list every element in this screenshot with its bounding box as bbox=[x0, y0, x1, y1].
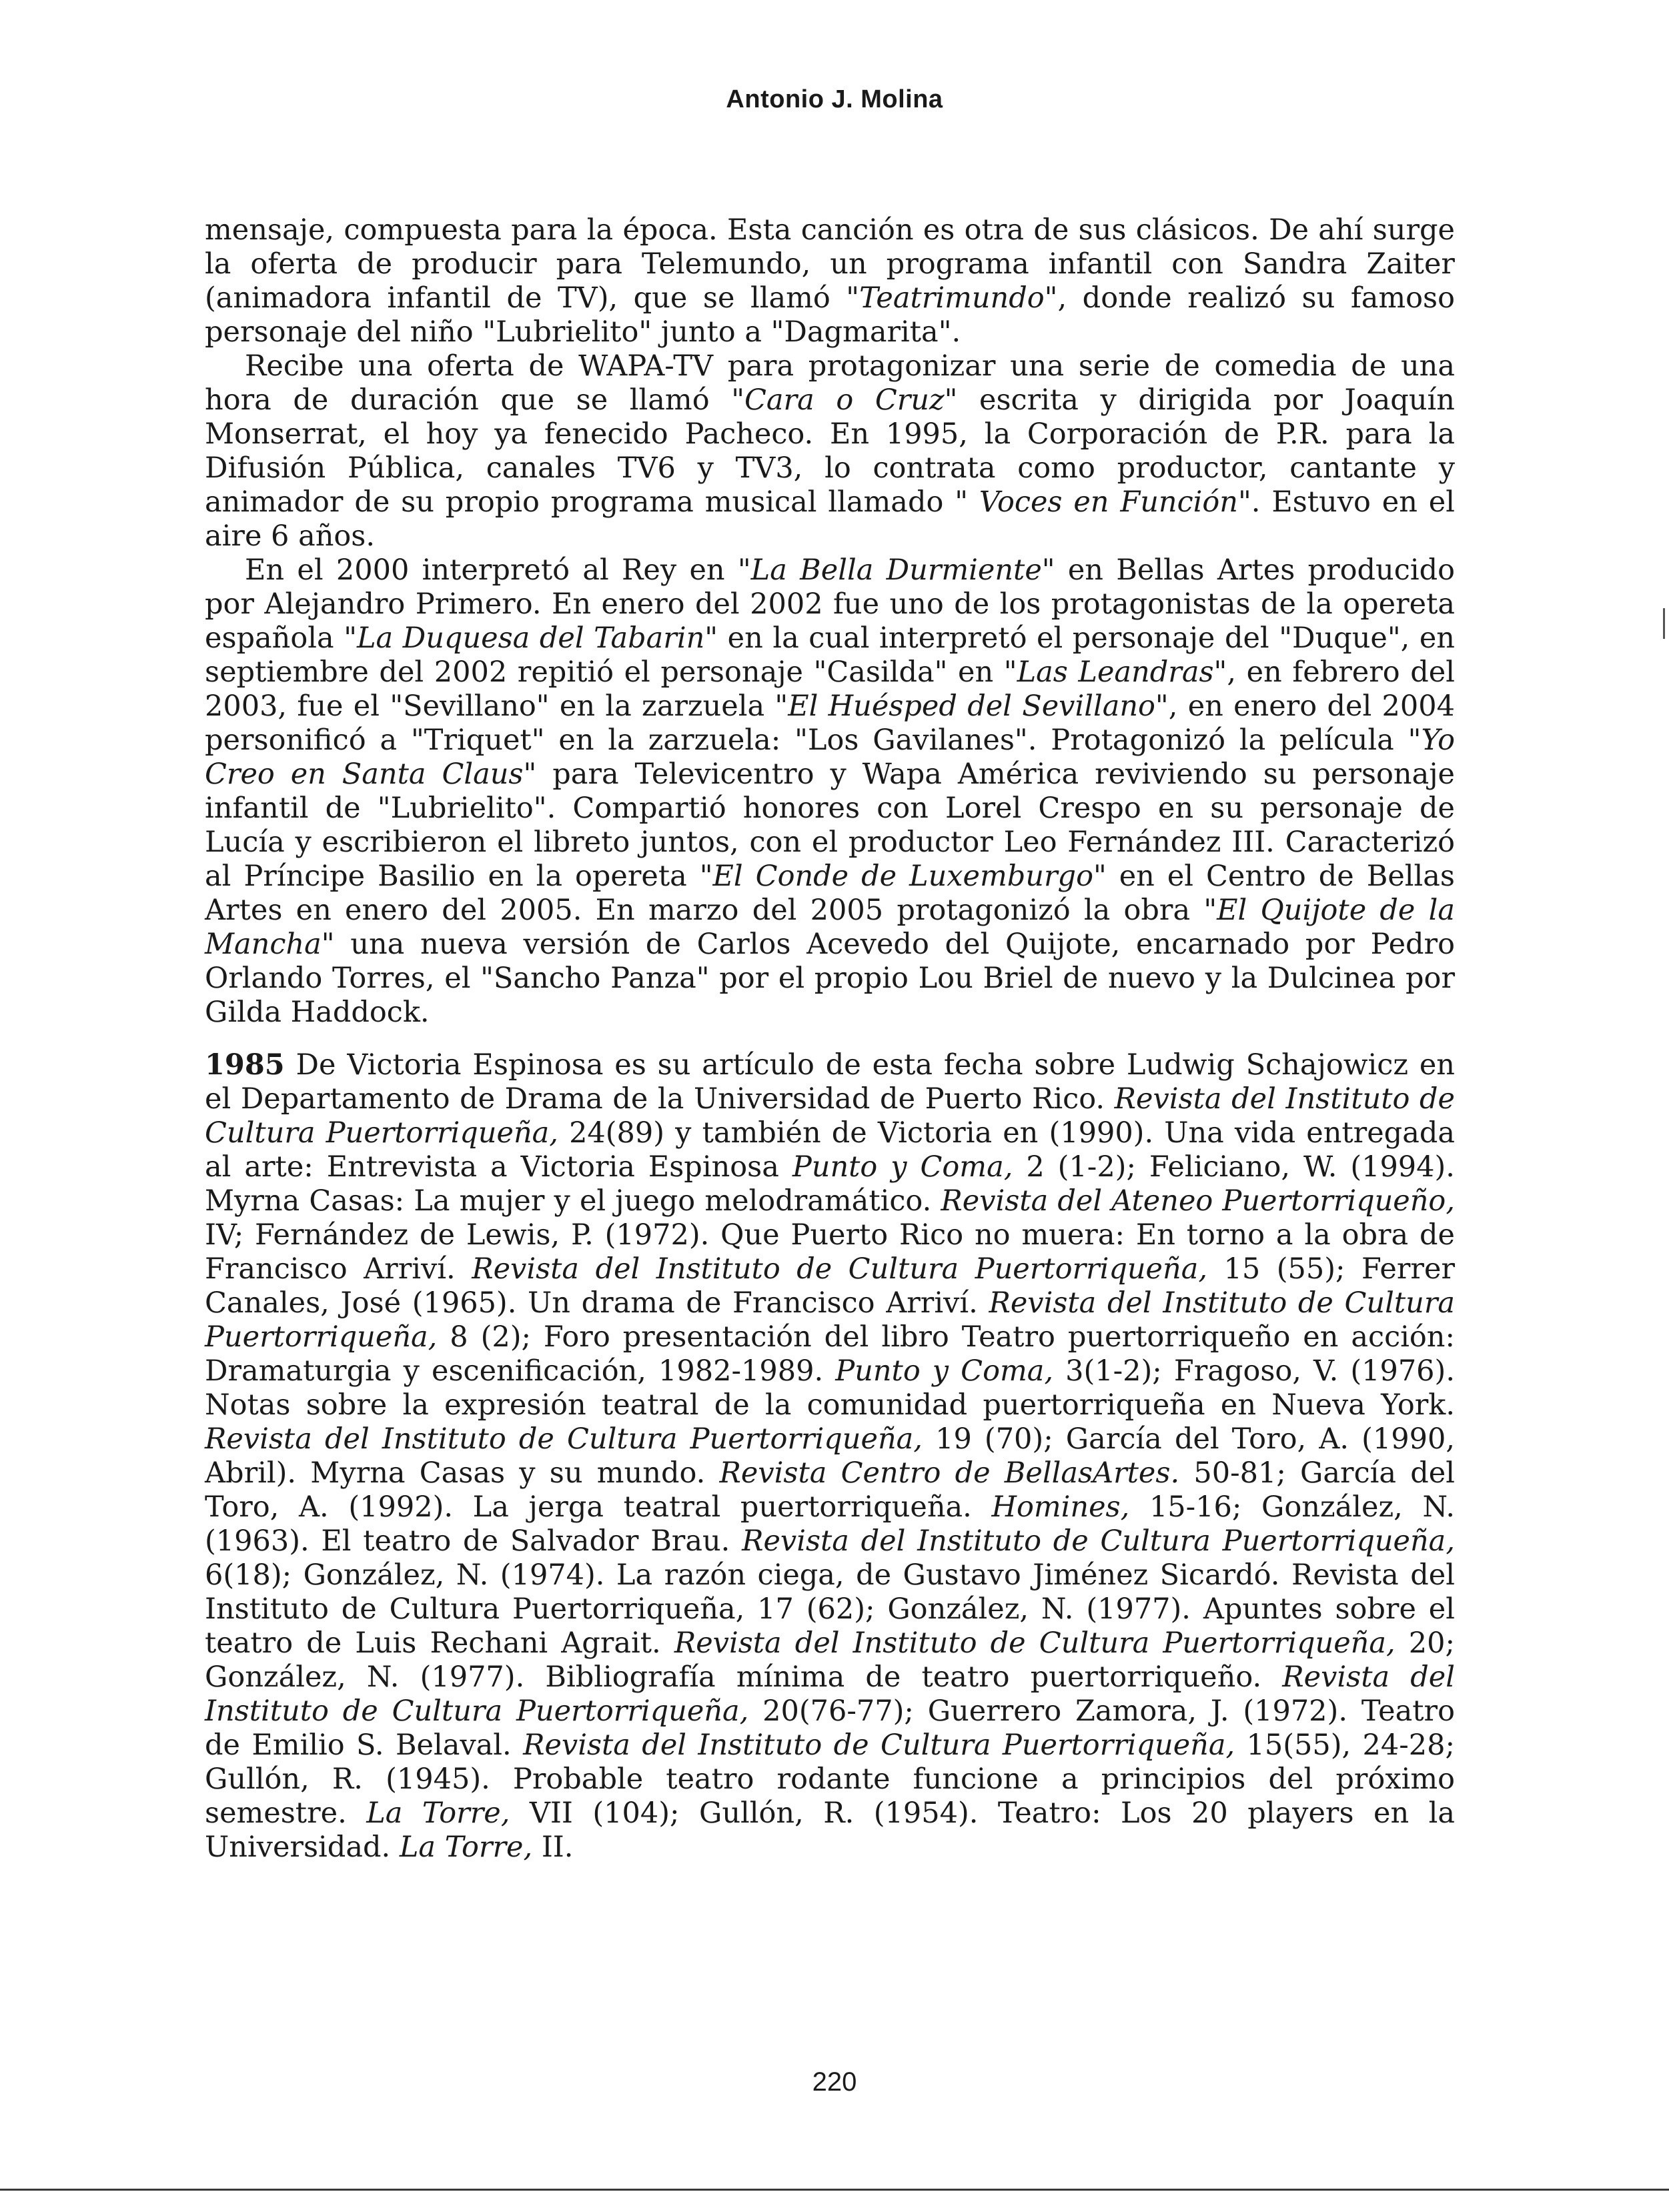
text-run: De Victoria Espinosa es su artículo de esta fecha sobre Ludwig Schajowicz en el Departamento de Drama de la Universidad de Puerto Rico. bbox=[205, 1048, 1455, 1116]
text-run: 19 (70); García del Toro, A. (1990, Abril). Myrna Casas y su mundo. bbox=[205, 1422, 1455, 1490]
text-run: Recibe una oferta de WAPA-TV para protagonizar una serie de comedia de una hora de duración que se llamó " bbox=[205, 349, 1455, 417]
page-number: 220 bbox=[812, 2067, 857, 2097]
text-run: 50-81; García del Toro, A. (1992). La jerga teatral puertorriqueña. bbox=[205, 1456, 1455, 1524]
text-run: " escrita y dirigida por Joaquín Monserrat, el hoy ya fenecido Pacheco. En 1995, la Corporación de P.R. para la Difusión Pública, canales TV6 y TV3, lo contrata como productor, cantante y animador de su propio programa musical llamado " bbox=[205, 383, 1455, 519]
italic-title: Las Leandras bbox=[1017, 656, 1214, 689]
italic-title: Revista del Instituto de Cultura Puertorriqueña, bbox=[674, 1626, 1396, 1660]
italic-title: Revista del Instituto de Cultura Puertorriqueña, bbox=[205, 1286, 1456, 1354]
text-run: " en Bellas Artes producido por Alejandro Primero. En enero del 2002 fue uno de los protagonistas de la opereta española " bbox=[205, 554, 1455, 655]
text-run: ", donde realizó su famoso personaje del niño "Lubrielito" junto a "Dagmarita". bbox=[205, 281, 1455, 349]
italic-title: La Torre, bbox=[399, 1831, 533, 1864]
italic-title: Cara o Cruz bbox=[744, 383, 945, 417]
italic-title: Punto y Coma, bbox=[792, 1150, 1013, 1184]
italic-title: Yo Creo en Santa Claus bbox=[205, 724, 1455, 791]
italic-title: Voces en Función bbox=[979, 485, 1238, 519]
text-run: ". Estuvo en el aire 6 años. bbox=[205, 485, 1456, 553]
text-run: ", en febrero del 2003, fue el "Sevillano" en la zarzuela " bbox=[205, 656, 1456, 723]
italic-title: Revista del Ateneo Puertorriqueño, bbox=[941, 1184, 1455, 1218]
text-run: 15-16; González, N. (1963). El teatro de Salvador Brau. bbox=[205, 1490, 1455, 1558]
text-run: VII (104); Gullón, R. (1954). Teatro: Los 20 players en la Universidad. bbox=[205, 1797, 1456, 1864]
italic-title: Punto y Coma, bbox=[835, 1354, 1054, 1388]
bottom-rule-divider bbox=[0, 2189, 1669, 2191]
italic-title: La Duquesa del Tabarin bbox=[357, 622, 705, 655]
paragraph-1 bbox=[205, 213, 1455, 349]
text-run: 20(76-77); Guerrero Zamora, J. (1972). Teatro de Emilio S. Belaval. bbox=[205, 1695, 1455, 1762]
text-run: 15 (55); Ferrer Canales, José (1965). Un drama de Francisco Arriví. bbox=[205, 1252, 1455, 1320]
italic-title: Revista del Instituto de Cultura Puertorriqueña, bbox=[205, 1661, 1456, 1728]
text-run: ", en enero del 2004 personificó a "Triquet" en la zarzuela: "Los Gavilanes". Protagonizó la película " bbox=[205, 690, 1455, 757]
italic-title: El Huésped del Sevillano bbox=[788, 690, 1155, 723]
italic-title: Revista del Instituto de Cultura Puertorriqueña, bbox=[742, 1524, 1455, 1558]
paragraph-3 bbox=[205, 554, 1455, 1030]
italic-title: La Torre, bbox=[366, 1797, 510, 1830]
italic-title: Revista del Instituto de Cultura Puertorriqueña, bbox=[205, 1082, 1455, 1150]
text-run: 24(89) y también de Victoria en (1990). Una vida entregada al arte: Entrevista a Victoria Espinosa bbox=[205, 1116, 1455, 1184]
italic-title: Revista del Instituto de Cultura Puertorriqueña, bbox=[205, 1422, 923, 1456]
text-run: " en la cual interpretó el personaje del "Duque", en septiembre del 2002 repitió el personaje "Casilda" en " bbox=[205, 622, 1456, 689]
italic-title: El Conde de Luxemburgo bbox=[712, 860, 1093, 893]
margin-scan-mark bbox=[1663, 608, 1665, 639]
text-run: " para Televicentro y Wapa América reviviendo su personaje infantil de "Lubrielito". Compartió honores con Lorel Crespo en su personaje de Lucía y escribieron el libreto juntos, con el productor Leo Fernández III. Caracterizó al Príncipe Basilio en la opereta " bbox=[205, 758, 1455, 893]
text-run: 3(1-2); Fragoso, V. (1976). Notas sobre la expresión teatral de la comunidad puertorriqueña en Nueva York. bbox=[205, 1354, 1455, 1422]
italic-title: Revista Centro de BellasArtes. bbox=[719, 1456, 1180, 1490]
italic-title: Homines, bbox=[991, 1490, 1130, 1524]
italic-title: Teatrimundo bbox=[859, 281, 1045, 315]
body-text bbox=[205, 213, 1455, 1865]
italic-title: Revista del Instituto de Cultura Puertorriqueña, bbox=[523, 1729, 1235, 1762]
text-run: 20; González, N. (1977). Bibliografía mínima de teatro puertorriqueño. bbox=[205, 1626, 1455, 1694]
paragraph-4-entry-1985 bbox=[205, 1048, 1455, 1865]
text-run: II. bbox=[532, 1831, 574, 1864]
text-run: En el 2000 interpretó al Rey en " bbox=[245, 554, 751, 587]
text-run: 8 (2); Foro presentación del libro Teatro puertorriqueño en acción: Dramaturgia y escenificación, 1982-1989. bbox=[205, 1320, 1455, 1388]
text-run: 6(18); González, N. (1974). La razón ciega, de Gustavo Jiménez Sicardó. Revista del Instituto de Cultura Puertorriqueña, 17 (62); González, N. (1977). Apuntes sobre el teatro de Luis Rechani Agrait. bbox=[205, 1558, 1455, 1660]
italic-title: Revista del Instituto de Cultura Puertorriqueña, bbox=[472, 1252, 1207, 1286]
italic-title: El Quijote de la Mancha bbox=[205, 894, 1456, 961]
running-head-author: Antonio J. Molina bbox=[726, 85, 943, 113]
paragraph-2 bbox=[205, 349, 1455, 554]
italic-title: La Bella Durmiente bbox=[750, 554, 1042, 587]
text-run: 2 (1-2); Feliciano, W. (1994). Myrna Casas: La mujer y el juego melodramático. bbox=[205, 1150, 1455, 1218]
text-run: " en el Centro de Bellas Artes en enero del 2005. En marzo del 2005 protagonizó la obra " bbox=[205, 860, 1455, 927]
text-run: 15(55), 24-28; Gullón, R. (1945). Probable teatro rodante funcione a principios del próximo semestre. bbox=[205, 1729, 1455, 1830]
text-run: mensaje, compuesta para la época. Esta canción es otra de sus clásicos. De ahí surge la oferta de producir para Telemundo, un programa infantil con Sandra Zaiter (animadora infantil de TV), que se llamó " bbox=[205, 213, 1455, 315]
entry-year: 1985 bbox=[205, 1048, 285, 1082]
text-run: " una nueva versión de Carlos Acevedo del Quijote, encarnado por Pedro Orlando Torres, el "Sancho Panza" por el propio Lou Briel de nuevo y la Dulcinea por Gilda Haddock. bbox=[205, 928, 1455, 1029]
text-run: IV; Fernández de Lewis, P. (1972). Que Puerto Rico no muera: En torno a la obra de Francisco Arriví. bbox=[205, 1218, 1455, 1286]
